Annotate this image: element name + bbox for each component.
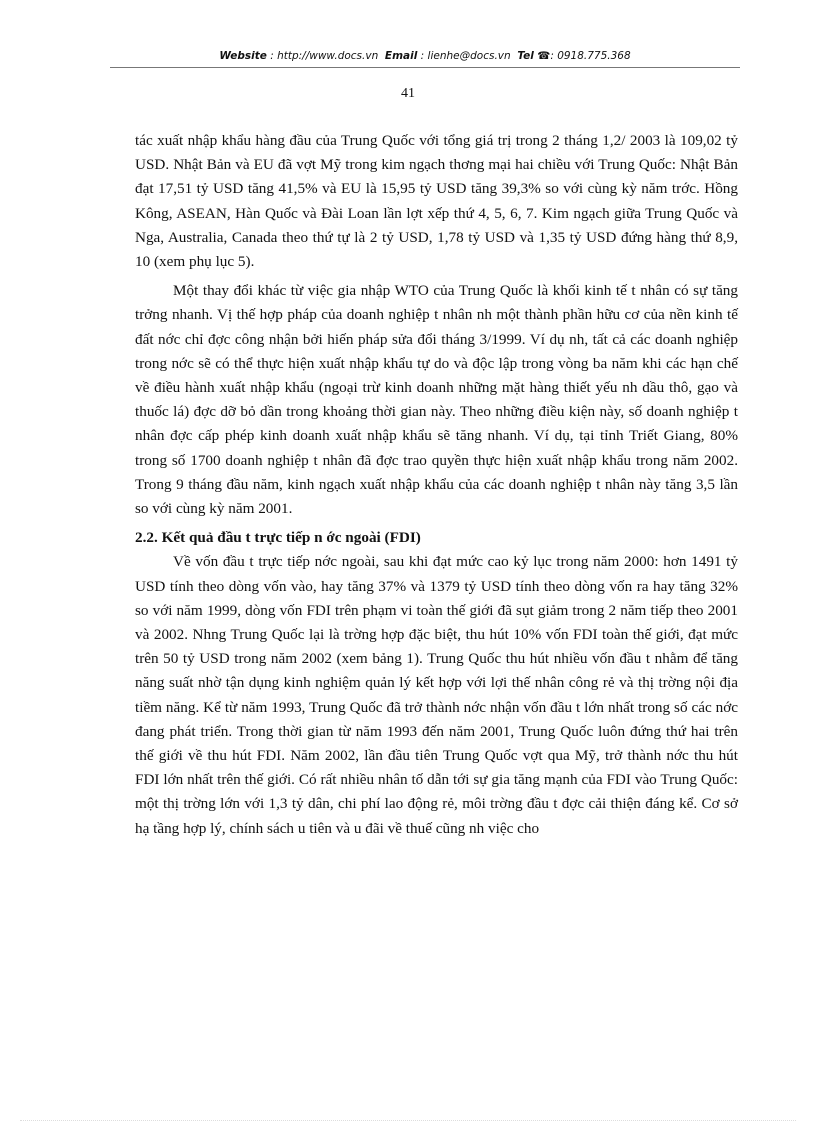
- paragraph-trade-partners: tác xuất nhập khẩu hàng đầu của Trung Quốc với tổng giá trị trong 2 tháng 1,2/ 2003 là 109,02 tỷ USD. Nhật Bản và EU đã vợt Mỹ trong kim ngạch thơng mại hai chiều với Trung Quốc: Nhật Bản đạt 17,51 tỷ USD tăng 41,5% và EU là 15,95 tỷ USD tăng 39,3% so với cùng kỳ năm trớc. Hồng Kông, ASEAN, Hàn Quốc và Đài Loan lần lợt xếp thứ 4, 5, 6, 7. Kim ngạch giữa Trung Quốc và Nga, Australia, Canada theo thứ tự là 2 tỷ USD, 1,78 tỷ USD và 1,35 tỷ USD đứng hàng thứ 8,9, 10 (xem phụ lục 5).: [135, 132, 738, 271]
- phone-icon: ☎: [537, 50, 551, 62]
- website-label: Website: [219, 50, 267, 62]
- section-heading-fdi: 2.2. Kết quả đầu t trực tiếp n ớc ngoài (FDI): [135, 529, 421, 547]
- document-body: [135, 129, 738, 841]
- paragraph-private-sector: Một thay đổi khác từ việc gia nhập WTO của Trung Quốc là khối kinh tế t nhân có sự tăng trởng nhanh. Vị thế hợp pháp của doanh nghiệp t nhân nh một thành phần hữu cơ của nền kinh tế đất nớc chỉ đợc công nhận bởi hiến pháp sửa đổi tháng 3/1999. Ví dụ nh, tất cả các doanh nghiệp trong nớc sẽ có thể thực hiện xuất nhập khẩu tự do và độc lập trong vòng ba năm khi các hạn chế về điều hành xuất nhập khẩu (ngoại trừ kinh doanh những mặt hàng thiết yếu nh dầu thô, gạo và thuốc lá) đợc dỡ bỏ dần trong khoảng thời gian này. Theo những điều kiện này, số doanh nghiệp t nhân đợc cấp phép kinh doanh xuất nhập khẩu sẽ tăng nhanh. Ví dụ, tại tỉnh Triết Giang, 80% trong số 1700 doanh nghiệp t nhân đã đợc trao quyền thực hiện xuất nhập khẩu trong năm 2002. Trong 9 tháng đầu năm, kinh ngạch xuất nhập khẩu của các doanh nghiệp t nhân này tăng 3,5 lần so với cùng kỳ năm 2001.: [135, 282, 738, 518]
- page-header: [110, 50, 740, 62]
- paragraph-fdi: Về vốn đầu t trực tiếp nớc ngoài, sau khi đạt mức cao kỷ lục trong năm 2000: hơn 1491 tỷ USD tính theo dòng vốn vào, hay tăng 37% và 1379 tỷ USD tính theo dòng vốn ra hay tăng 32% so với năm 1999, dòng vốn FDI trên phạm vi toàn thế giới đã sụt giảm trong 2 năm tiếp theo 2001 và 2002. Nhng Trung Quốc lại là trờng hợp đặc biệt, thu hút 10% vốn FDI toàn thế giới, đạt mức trên 50 tỷ USD trong năm 2002 (xem bảng 1). Trung Quốc thu hút nhiều vốn đầu t nhằm để tăng năng suất nhờ tận dụng kinh nghiệm quản lý kết hợp với lợi thế nhân công rẻ và thị trờng nội địa tiềm năng. Kể từ năm 1993, Trung Quốc đã trở thành nớc nhận vốn đầu t lớn nhất trong số các nớc đang phát triển. Trong thời gian từ năm 1993 đến năm 2001, Trung Quốc luôn đứng thứ hai trên thế giới về thu hút FDI. Năm 2002, lần đầu tiên Trung Quốc vợt qua Mỹ, trở thành nớc thu hút FDI lớn nhất trên thế giới. Có rất nhiều nhân tố dẫn tới sự gia tăng mạnh của FDI vào Trung Quốc: một thị trờng lớn với 1,3 tỷ dân, chi phí lao động rẻ, môi trờng đầu t đợc cải thiện đáng kể. Cơ sở hạ tầng hợp lý, chính sách u tiên và u đãi về thuế cũng nh việc cho: [135, 553, 738, 837]
- header-divider: [110, 67, 740, 68]
- tel-label: Tel: [517, 50, 534, 62]
- footer-divider: [20, 1120, 796, 1121]
- tel-value: : 0918.775.368: [550, 50, 631, 62]
- website-value[interactable]: : http://www.docs.vn: [270, 50, 379, 62]
- email-value[interactable]: : lienhe@docs.vn: [420, 50, 511, 62]
- page-number: 41: [401, 86, 415, 101]
- email-label: Email: [384, 50, 418, 62]
